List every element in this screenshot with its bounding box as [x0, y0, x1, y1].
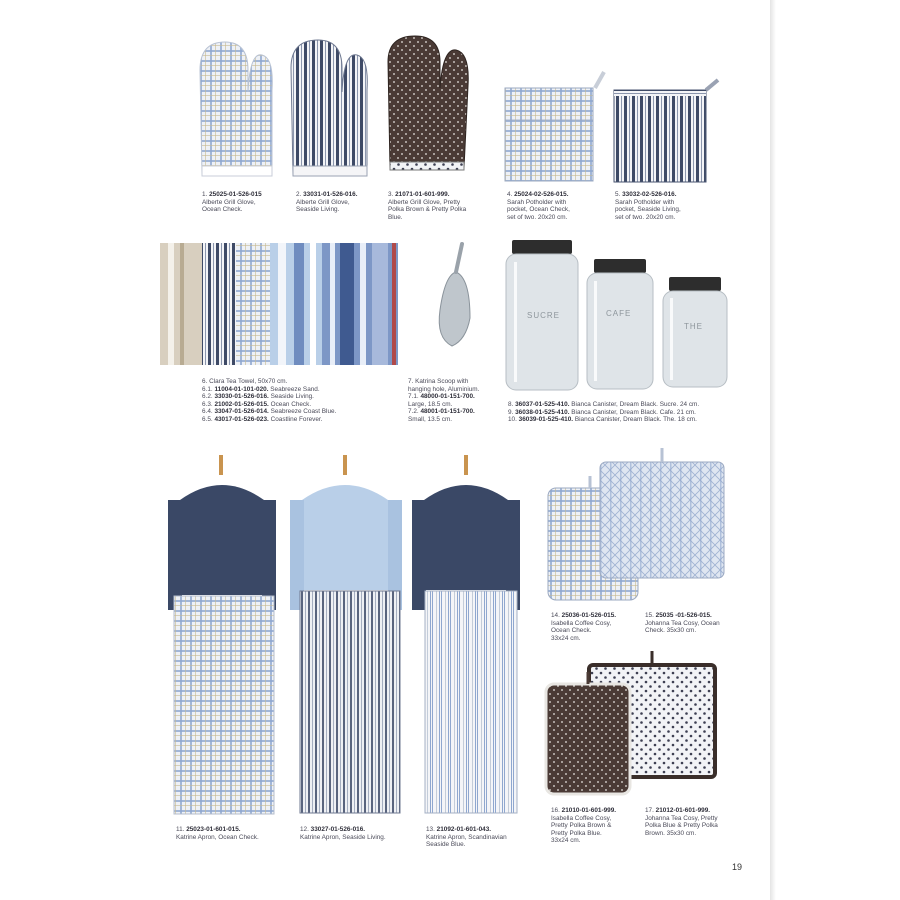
canister-cafe-icon — [587, 259, 653, 389]
caption-14: 14. 25036-01-526-015. Isabella Coffee Cosy, Ocean Check. 33x24 cm. — [551, 612, 617, 642]
caption-2: 2. 33031-01-526-016. Alberte Grill Glove, Seaside Living. — [296, 191, 358, 214]
caption-7: 7. Katrina Scoop with hanging hole, Aluminium. 7.1. 48000-01-151-700. Large, 18.5 cm. 7.2. 48001-01-151-700. Small, 13.5 cm. — [408, 378, 480, 423]
apron-ocean-check-mannequin-icon — [168, 455, 276, 814]
page-number: 19 — [732, 862, 743, 872]
caption-4: 4. 25024-02-526-015. Sarah Potholder with pocket, Ocean Check, set of two. 20x20 cm. — [507, 191, 570, 221]
caption-8-10: 8. 36037-01-525-410. Bianca Canister, Dream Black. Sucre. 24 cm. 9. 36038-01-525-410. Bianca Canister, Dream Black. Cafe. 21 cm. 10. 36039-01-525-410. Bianca Canister, Dream Black. The. 18 cm. — [508, 401, 700, 424]
grill-glove-ocean-check-icon — [200, 42, 272, 176]
potholder-ocean-check-icon — [505, 72, 604, 181]
coffee-cosy-polka-icon — [546, 672, 630, 794]
jar-label-cafe: CAFE — [606, 309, 632, 318]
caption-1: 1. 25025-01-526-015 Alberte Grill Glove, Ocean Check. — [202, 191, 262, 214]
caption-6: 6. Clara Tea Towel, 50x70 cm. 6.1. 11004-01-101-020. Seabreeze Sand. 6.2. 33030-01-526-016. Seaside Living. 6.3. 21002-01-526-015. Ocean Check. 6.4. 33047-01-526-014. Seabreeze Coast Blue. 6.5. 43017-01-526-023. Coastline Forever. — [202, 378, 337, 423]
caption-3: 3. 21071-01-601-999. Alberte Grill Glove, Pretty Polka Brown & Pretty Polka Blue. — [388, 191, 467, 221]
caption-17: 17. 21012-01-601-999. Johanna Tea Cosy, Pretty Polka Blue & Pretty Polka Brown. 35x30 cm. — [645, 807, 718, 837]
grill-glove-polka-icon — [388, 36, 468, 170]
caption-16: 16. 21010-01-601-999. Isabella Coffee Cosy, Pretty Polka Brown & Pretty Polka Blue. 33x24 cm. — [551, 807, 617, 845]
tea-cosy-ocean-check-icon — [600, 448, 724, 578]
scoop-icon — [439, 244, 470, 346]
caption-15: 15. 25035 -01-526-015. Johanna Tea Cosy, Ocean Check. 35x30 cm. — [645, 612, 720, 635]
potholder-seaside-icon — [614, 80, 718, 182]
apron-seaside-mannequin-icon — [290, 455, 402, 813]
tea-towel-stack-icon — [160, 243, 410, 365]
caption-13: 13. 21092-01-601-043. Katrine Apron, Scandinavian Seaside Blue. — [426, 826, 507, 849]
canister-the-icon — [663, 277, 727, 387]
caption-5: 5. 33032-02-526-016. Sarah Potholder with pocket, Seaside Living, set of two. 20x20 cm. — [615, 191, 681, 221]
jar-label-the: THE — [684, 322, 703, 331]
apron-scandinavian-mannequin-icon — [412, 455, 520, 813]
jar-label-sucre: SUCRE — [527, 311, 561, 320]
caption-11: 11. 25023-01-601-015. Katrine Apron, Ocean Check. — [176, 826, 259, 841]
caption-12: 12. 33027-01-526-016. Katrine Apron, Seaside Living. — [300, 826, 386, 841]
grill-glove-seaside-icon — [291, 40, 367, 176]
